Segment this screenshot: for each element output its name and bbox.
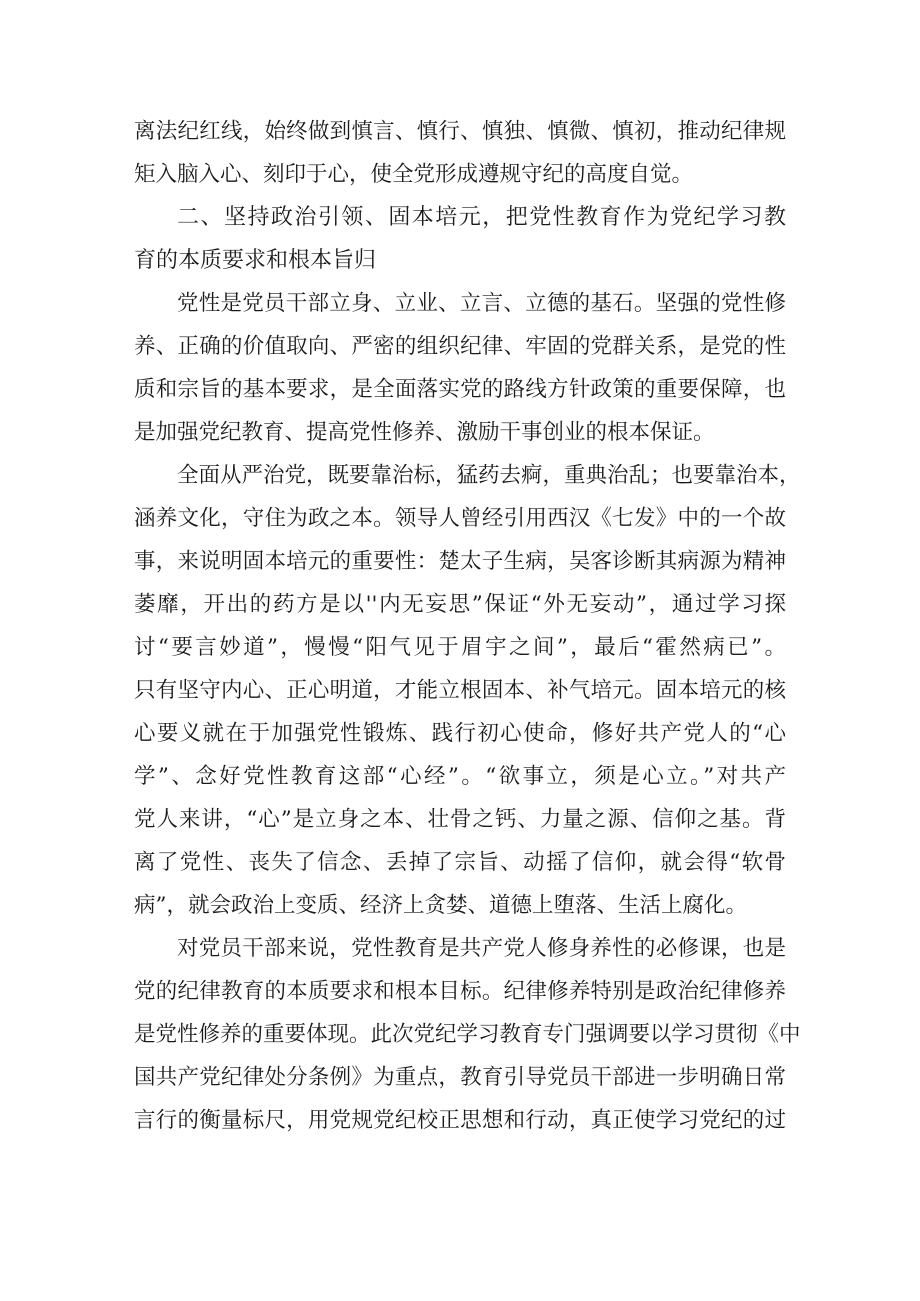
text-line: 矩入脑入心、刻印于心，使全党形成遵规守纪的高度自觉。	[134, 162, 694, 187]
text-line: 心要义就在于加强党性锻炼、践行初心使命，修好共产党人的“心	[134, 721, 786, 746]
heading-line: 二、坚持政治引领、固本培元，把党性教育作为党纪学习教	[177, 205, 786, 230]
text-line: 国共产党纪律处分条例》为重点，教育引导党员干部进一步明确日常	[134, 1065, 786, 1090]
text-line: 对党员干部来说，党性教育是共产党人修身养性的必修课，也是	[177, 936, 786, 961]
text-line: 全面从严治党，既要靠治标，猛药去痾，重典治乱；也要靠治本，	[177, 463, 801, 488]
heading-line: 育的本质要求和根本旨归	[134, 248, 377, 273]
text-line: 病”，就会政治上变质、经济上贪婪、道德上堕落、生活上腐化。	[134, 893, 747, 918]
text-line: 涵养文化，守住为政之本。领导人曾经引用西汉《七发》中的一个故	[134, 506, 786, 531]
text-line: 是党性修养的重要体现。此次党纪学习教育专门强调要以学习贯彻《中	[134, 1022, 801, 1047]
text-line: 离了党性、丧失了信念、丢掉了宗旨、动摇了信仰，就会得“软骨	[134, 850, 786, 875]
text-line: 党的纪律教育的本质要求和根本目标。纪律修养特别是政治纪律修养	[134, 979, 786, 1004]
text-line: 言行的衡量标尺，用党规党纪校正思想和行动，真正使学习党纪的过	[134, 1108, 786, 1133]
text-line: 事，来说明固本培元的重要性：楚太子生病，吴客诊断其病源为精神	[134, 549, 786, 574]
paragraph-3	[134, 454, 801, 927]
text-line: 只有坚守内心、正心明道，才能立根固本、补气培元。固本培元的核	[134, 678, 786, 703]
section-heading	[134, 196, 786, 282]
text-line: 讨“要言妙道”，慢慢“阳气见于眉宇之间”，最后“霍然病已”。	[134, 635, 786, 660]
text-line: 养、正确的价值取向、严密的组织纪律、牢固的党群关系，是党的性	[134, 334, 786, 359]
text-line: 离法纪红线，始终做到慎言、慎行、慎独、慎微、慎初，推动纪律规	[134, 119, 786, 144]
text-line: 质和宗旨的基本要求，是全面落实党的路线方针政策的重要保障，也	[134, 377, 786, 402]
text-line: 学”、念好党性教育这部“心经”。“欲事立，须是心立。”对共产	[134, 764, 786, 789]
text-line: 党性是党员干部立身、立业、立言、立德的基石。坚强的党性修	[177, 291, 786, 316]
text-line: 是加强党纪教育、提高党性修养、激励干事创业的根本保证。	[134, 420, 715, 445]
paragraph-4	[134, 927, 801, 1142]
text-line: 党人来讲，“心”是立身之本、壮骨之钙、力量之源、信仰之基。背	[134, 807, 786, 832]
paragraph-1	[134, 110, 786, 196]
document-page	[134, 110, 801, 1142]
paragraph-2	[134, 282, 786, 454]
text-line: 萎靡，开出的药方是以''内无妄思”保证“外无妄动”，通过学习探	[134, 592, 786, 617]
